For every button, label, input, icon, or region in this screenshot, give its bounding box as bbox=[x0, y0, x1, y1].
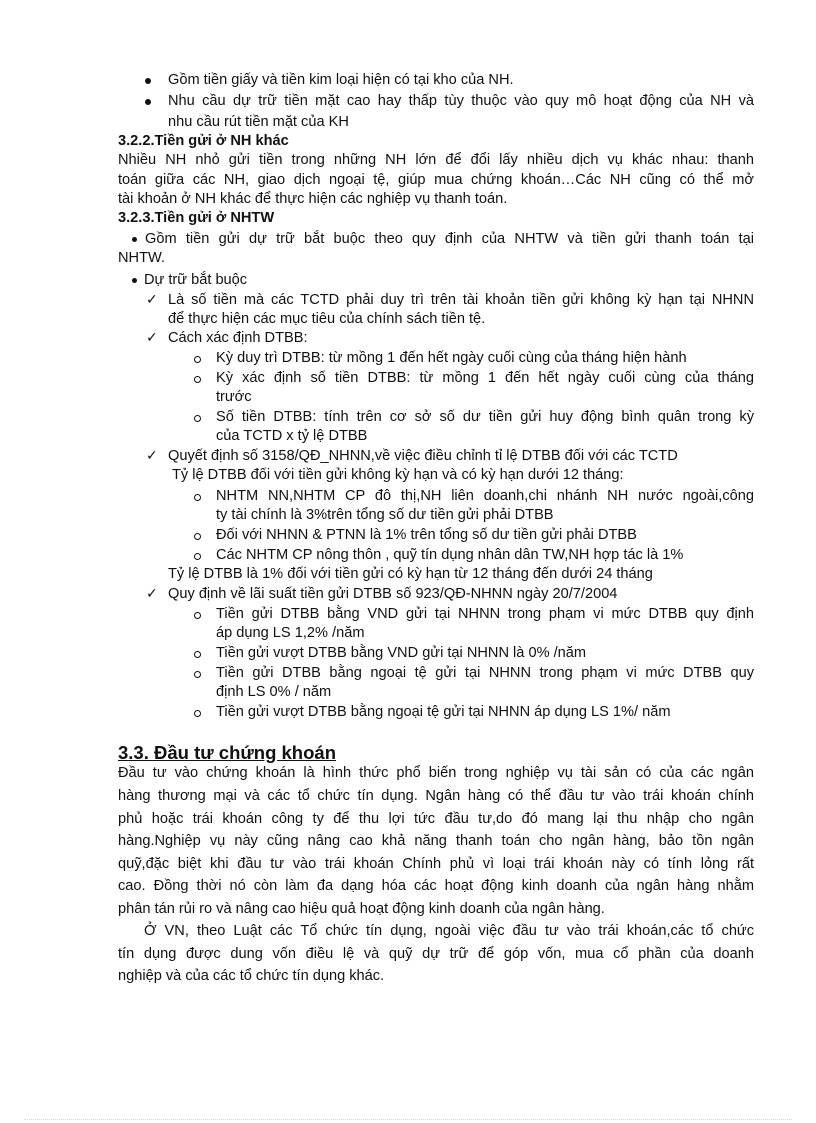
sub-bullet-icon bbox=[194, 710, 201, 717]
text-line: Cách xác định DTBB: bbox=[168, 330, 308, 346]
text-line: tài khoản ở NH khác để thực hiện các nghiệp vụ thanh toán. bbox=[118, 191, 508, 207]
text-line: phân tán rủi ro và nâng cao hiệu quả hoạt động kinh doanh của ngân hàng. bbox=[118, 901, 605, 917]
text-line: Gồm tiền gửi dự trữ bắt buộc theo quy định của NHTW và tiền gửi thanh toán tại bbox=[145, 231, 754, 247]
page-bottom-divider bbox=[24, 1119, 792, 1120]
text-line: Tỷ lệ DTBB là 1% đối với tiền gửi có kỳ hạn từ 12 tháng đến dưới 24 tháng bbox=[168, 566, 653, 582]
text-line: Kỳ duy trì DTBB: từ mồng 1 đến hết ngày cuối cùng của tháng hiện hành bbox=[216, 350, 687, 366]
text-line: Đối với NHNN & PTNN là 1% trên tổng số dư tiền gửi phải DTBB bbox=[216, 527, 637, 543]
text-line: ty tài chính là 3%trên tổng số dư tiền gửi phải DTBB bbox=[216, 507, 554, 523]
section-heading: 3.2.2.Tiền gửi ở NH khác bbox=[118, 133, 289, 149]
text-line: áp dụng LS 1,2% /năm bbox=[216, 625, 365, 641]
sub-bullet-icon bbox=[194, 671, 201, 678]
text-line: nghiệp và của các tổ chức tín dụng khác. bbox=[118, 968, 385, 984]
text-line: định LS 0% / năm bbox=[216, 684, 332, 700]
checkmark-icon: ✓ bbox=[146, 330, 158, 346]
text-line: quỹ,đặc biệt khi đầu tư vào trái khoán Chính phủ vì loại trái khoán này có tính lỏng rất bbox=[118, 856, 754, 872]
text-line: Là số tiền mà các TCTD phải duy trì trên tài khoản tiền gửi không kỳ hạn tại NHNN bbox=[168, 292, 754, 308]
text-line: Số tiền DTBB: tính trên cơ sở số dư tiền gửi huy động bình quân trong kỳ bbox=[216, 409, 754, 425]
text-line: nhu cầu rút tiền mặt của KH bbox=[168, 114, 349, 130]
text-line: Quyết định số 3158/QĐ_NHNN,về việc điều chỉnh tỉ lệ DTBB đối với các TCTD bbox=[168, 448, 678, 464]
section-title: 3.3. Đầu tư chứng khoán bbox=[118, 742, 336, 763]
checkmark-icon: ✓ bbox=[146, 448, 158, 464]
text-line: trước bbox=[216, 389, 252, 405]
text-line: Kỳ xác định số tiền DTBB: từ mồng 1 đến hết ngày cuối cùng của tháng bbox=[216, 370, 754, 386]
sub-bullet-icon bbox=[194, 612, 201, 619]
text-line: tín dụng được dung vốn điều lệ và quỹ dự trữ để góp vốn, mua cổ phần của doanh bbox=[118, 946, 754, 962]
sub-bullet-icon bbox=[194, 494, 201, 501]
text-line: Tiền gửi vượt DTBB bằng ngoại tệ gửi tại NHNN áp dụng LS 1%/ năm bbox=[216, 704, 671, 720]
bullet-icon bbox=[132, 237, 137, 242]
text-line: NHTW. bbox=[118, 250, 166, 266]
text-line: để thực hiện các mục tiêu của chính sách tiền tệ. bbox=[168, 311, 486, 327]
text-line: Tiền gửi vượt DTBB bằng VND gửi tại NHNN là 0% /năm bbox=[216, 645, 587, 661]
text-line: Ở VN, theo Luật các Tổ chức tín dụng, ngoài việc đầu tư vào trái khoán,các tổ chức bbox=[144, 923, 754, 939]
sub-bullet-icon bbox=[194, 533, 201, 540]
sub-bullet-icon bbox=[194, 651, 201, 658]
text-line: NHTM NN,NHTM CP đô thị,NH liên doanh,chi nhánh NH nước ngoài,công bbox=[216, 488, 754, 504]
bullet-icon bbox=[132, 278, 137, 283]
text-line: Quy định về lãi suất tiền gửi DTBB số 923/QĐ-NHNN ngày 20/7/2004 bbox=[168, 586, 618, 602]
text-line: Nhu cầu dự trữ tiền mặt cao hay thấp tùy thuộc vào quy mô hoạt động của NH và bbox=[168, 93, 754, 109]
text-line: Tỷ lệ DTBB đối với tiền gửi không kỳ hạn và có kỳ hạn dưới 12 tháng: bbox=[172, 467, 624, 483]
sub-bullet-icon bbox=[194, 553, 201, 560]
bullet-icon bbox=[145, 99, 151, 105]
section-heading: 3.2.3.Tiền gửi ở NHTW bbox=[118, 210, 275, 226]
text-line: toán giữa các NH, giao dịch ngoại tệ, giúp mua chứng khoán…Các NH cũng có thể mở bbox=[118, 172, 754, 188]
text-line: phủ hoặc trái khoán công ty để thu lợi tức đầu tư,do đó mang lại thu nhập cho ngân bbox=[118, 811, 754, 827]
text-line: Tiền gửi DTBB bằng ngoại tệ gửi tại NHNN trong phạm vi mức DTBB quy bbox=[216, 665, 754, 681]
text-line: hàng.Nghiệp vụ này cũng nâng cao khả năng thanh toán cho ngân hàng, bảo tồn ngân bbox=[118, 833, 754, 849]
text-line: Gồm tiền giấy và tiền kim loại hiện có tại kho của NH. bbox=[168, 72, 514, 88]
text-line: Đầu tư vào chứng khoán là hình thức phổ biến trong nghiệp vụ tài sản có của các ngân bbox=[118, 765, 754, 781]
text-line: của TCTD x tỷ lệ DTBB bbox=[216, 428, 368, 444]
text-line: Tiền gửi DTBB bằng VND gửi tại NHNN trong phạm vi mức DTBB quy định bbox=[216, 606, 754, 622]
checkmark-icon: ✓ bbox=[146, 292, 158, 308]
text-line: hàng thương mại và các tổ chức tín dụng. Ngân hàng có thể đầu tư vào trái khoán chính bbox=[118, 788, 754, 804]
sub-bullet-icon bbox=[194, 356, 201, 363]
sub-bullet-icon bbox=[194, 415, 201, 422]
text-line: cao. Đồng thời nó còn làm đa dạng hóa các hoạt động kinh doanh của ngân hàng nhằm bbox=[118, 878, 754, 894]
text-line: Dự trữ bắt buộc bbox=[144, 272, 248, 288]
text-line: Nhiều NH nhỏ gửi tiền trong những NH lớn để đổi lấy nhiều dịch vụ khác nhau: thanh bbox=[118, 152, 754, 168]
bullet-icon bbox=[145, 78, 151, 84]
text-line: Các NHTM CP nông thôn , quỹ tín dụng nhân dân TW,NH hợp tác là 1% bbox=[216, 547, 684, 563]
checkmark-icon: ✓ bbox=[146, 586, 158, 602]
sub-bullet-icon bbox=[194, 376, 201, 383]
